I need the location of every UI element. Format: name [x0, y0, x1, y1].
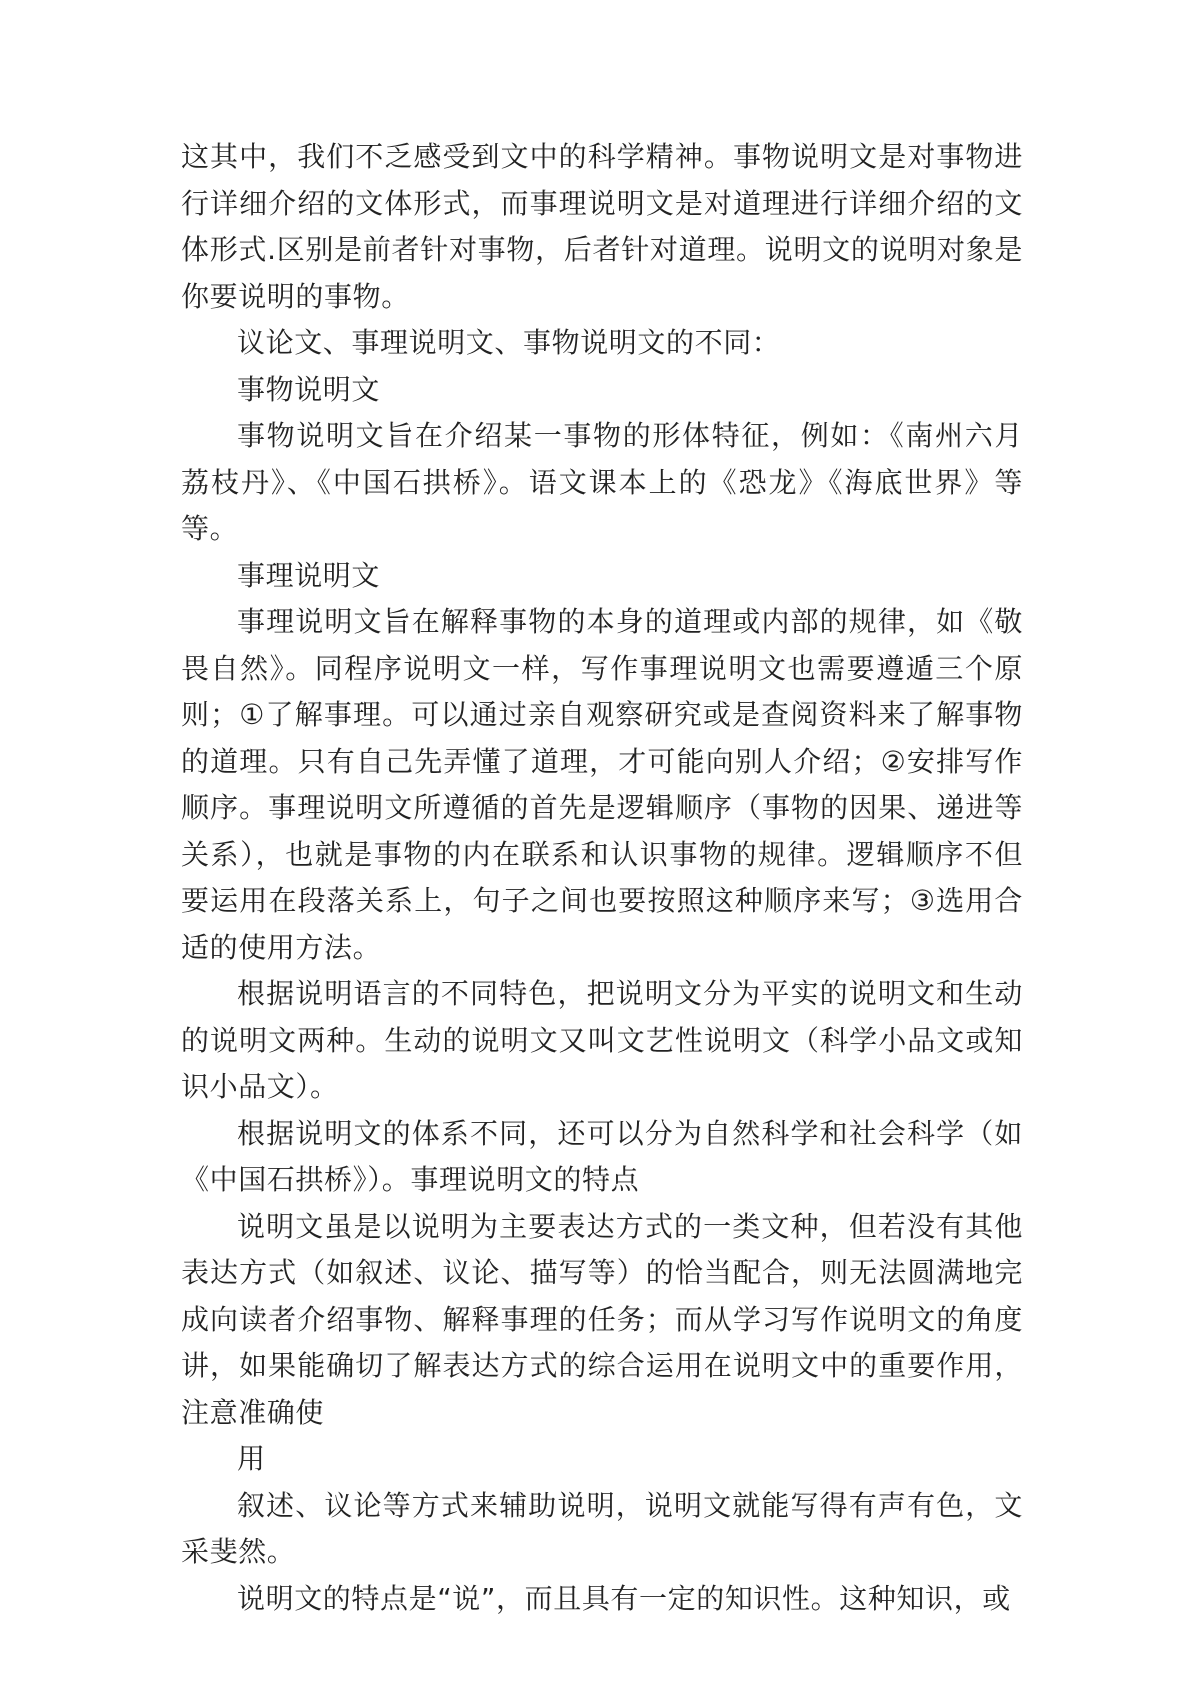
paragraph-9: 叙述、议论等方式来辅助说明，说明文就能写得有声有色，文采斐然。: [181, 1488, 1023, 1568]
paragraph-2: 议论文、事理说明文、事物说明文的不同：: [237, 326, 781, 359]
paragraph-6: 根据说明文的体系不同，还可以分为自然科学和社会科学（如《中国石拱桥》）。事理说明文的特点: [181, 1116, 1023, 1196]
section-heading-object-expository: 事物说明文: [237, 372, 381, 406]
paragraph-5: 根据说明语言的不同特色，把说明文分为平实的说明文和生动的说明文两种。生动的说明文又叫文艺性说明文（科学小品文或知识小品文）。: [181, 977, 1023, 1103]
paragraph-3: 事物说明文旨在介绍某一事物的形体特征，例如：《南州六月荔枝丹》、《中国石拱桥》。语文课本上的《恐龙》《海底世界》等等。: [181, 419, 1023, 545]
paragraph-8: 用: [237, 1442, 266, 1475]
section-heading-reason-expository: 事理说明文: [237, 558, 381, 592]
paragraph-1: 这其中，我们不乏感受到文中的科学精神。事物说明文是对事物进行详细介绍的文体形式，而事理说明文是对道理进行详细介绍的文体形式.区别是前者针对事物，后者针对道理。说明文的说明对象是你要说明的事物。: [181, 140, 1023, 313]
paragraph-10: 说明文的特点是“说”，而且具有一定的知识性。这种知识，或: [237, 1581, 1011, 1615]
paragraph-7: 说明文虽是以说明为主要表达方式的一类文种，但若没有其他表达方式（如叙述、议论、描写等）的恰当配合，则无法圆满地完成向读者介绍事物、解释事理的任务；而从学习写作说明文的角度讲，如果能确切了解表达方式的综合运用在说明文中的重要作用，注意准确使: [181, 1209, 1023, 1429]
paragraph-4: 事理说明文旨在解释事物的本身的道理或内部的规律，如《敬畏自然》。同程序说明文一样，写作事理说明文也需要遵遁三个原则；①了解事理。可以通过亲自观察研究或是查阅资料来了解事物的道理。只有自己先弄懂了道理，才可能向别人介绍；②安排写作顺序。事理说明文所遵循的首先是逻辑顺序（事物的因果、递进等关系），也就是事物的内在联系和认识事物的规律。逻辑顺序不但要运用在段落关系上，句子之间也要按照这种顺序来写；③选用合适的使用方法。: [181, 605, 1023, 964]
document-body: [181, 134, 1023, 1622]
